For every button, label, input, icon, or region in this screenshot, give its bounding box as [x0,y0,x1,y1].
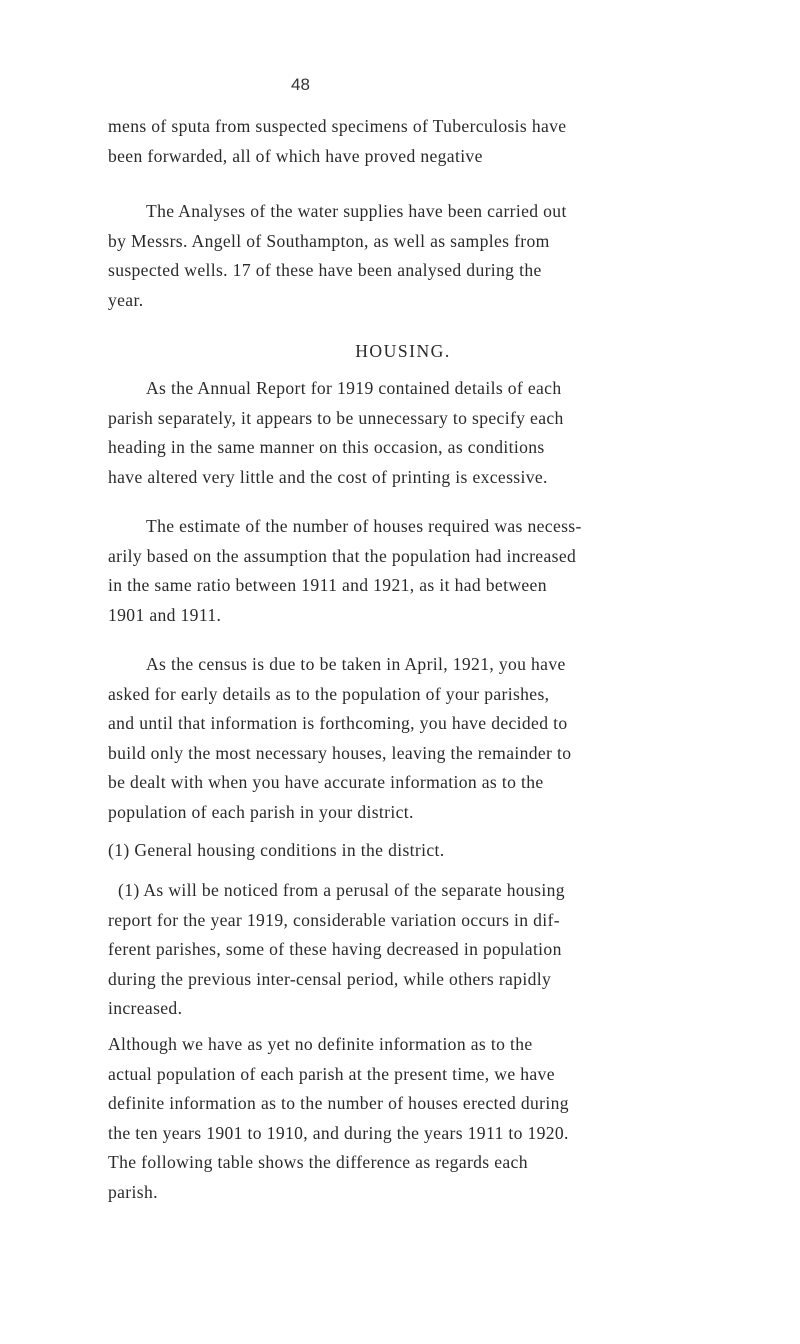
section-heading: HOUSING. [355,341,451,361]
paragraph-census [108,650,698,828]
text-line: heading in the same manner on this occasion, as conditions [108,437,545,458]
text-line: (1) General housing conditions in the district. [108,840,445,860]
paragraph-estimate [108,512,698,630]
text-line: mens of sputa from suspected specimens of Tuberculosis have [108,116,567,136]
text-line: The following table shows the difference as regards each [108,1152,528,1173]
text-line: definite information as to the number of houses erected during [108,1093,569,1114]
text-line: (1) As will be noticed from a perusal of the separate housing [118,880,565,900]
text-line: 1901 and 1911. [108,604,222,625]
text-line: arily based on the assumption that the population had increased [108,545,577,566]
paragraph-water-analyses [108,197,698,315]
text-line: build only the most necessary houses, leaving the remainder to [108,742,572,763]
text-line: been forwarded, all of which have proved negative [108,145,483,166]
text-line: be dealt with when you have accurate information as to the [108,772,544,793]
text-line: during the previous inter-censal period, while others rapidly [108,968,552,989]
text-line: in the same ratio between 1911 and 1921, as it had between [108,575,547,596]
text-line: ferent parishes, some of these having decreased in population [108,939,562,960]
text-line: population of each parish in your district. [108,801,414,822]
paragraph-definite-information [108,1030,698,1208]
paragraph-general-housing [108,836,698,866]
text-line: have altered very little and the cost of printing is excessive. [108,466,548,487]
text-line: As the Annual Report for 1919 contained details of each [146,378,562,398]
text-line: The estimate of the number of houses required was necess- [146,516,582,536]
text-line: parish. [108,1181,158,1202]
text-line: the ten years 1901 to 1910, and during the years 1911 to 1920. [108,1122,569,1143]
text-line: Although we have as yet no definite information as to the [108,1034,533,1054]
text-line: The Analyses of the water supplies have been carried out [146,201,567,221]
text-line: As the census is due to be taken in April, 1921, you have [146,654,566,674]
paragraph-variation [108,876,698,1024]
paragraph-sputa [108,112,698,171]
text-line: year. [108,289,144,310]
text-line: and until that information is forthcoming, you have decided to [108,713,568,734]
text-line: parish separately, it appears to be unnecessary to specify each [108,407,564,428]
text-line: asked for early details as to the population of your parishes, [108,683,550,704]
text-line: increased. [108,998,183,1019]
page-number: 48 [291,75,310,94]
paragraph-annual-report [108,374,698,492]
text-line: suspected wells. 17 of these have been analysed during the [108,260,542,281]
text-line: report for the year 1919, considerable variation occurs in dif- [108,909,560,930]
text-line: by Messrs. Angell of Southampton, as well as samples from [108,230,550,251]
text-line: actual population of each parish at the present time, we have [108,1063,555,1084]
